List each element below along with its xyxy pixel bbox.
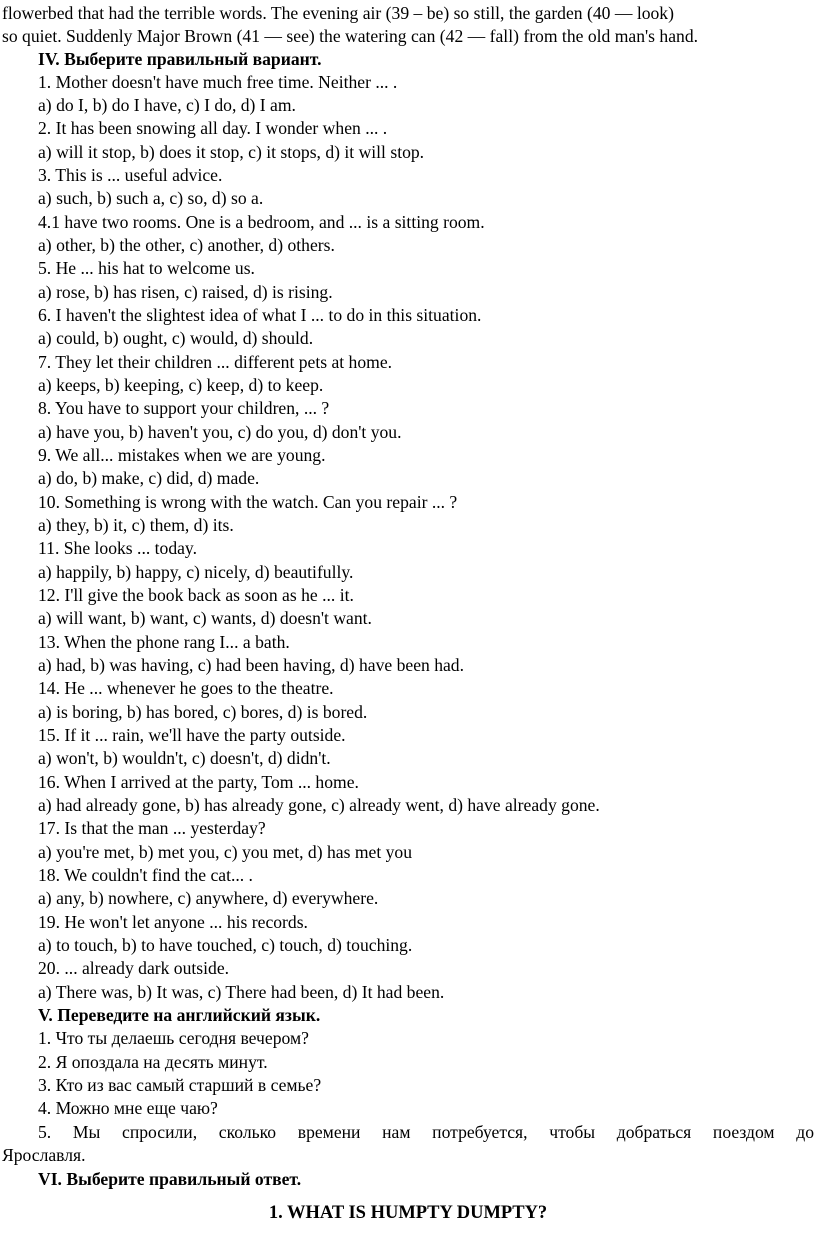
answer-options-4: a) other, b) the other, c) another, d) others. — [38, 235, 335, 255]
answer-options-7: a) keeps, b) keeping, c) keep, d) to keep. — [38, 375, 324, 395]
translation-item-5-line-1: 5. Мы спросили, сколько времени нам потребуется, чтобы добраться поездом до — [38, 1122, 814, 1142]
answer-options-18: a) any, b) nowhere, c) anywhere, d) everywhere. — [38, 888, 379, 908]
question-16: 16. When I arrived at the party, Tom ... home. — [38, 772, 359, 792]
intro-line-1: flowerbed that had the terrible words. The evening air (39 – be) so still, the garden (40 — look) — [2, 3, 674, 23]
translation-item-3: 3. Кто из вас самый старший в семье? — [38, 1075, 322, 1095]
section-5-heading: V. Переведите на английский язык. — [38, 1005, 321, 1025]
question-10: 10. Something is wrong with the watch. Can you repair ... ? — [38, 492, 458, 512]
answer-options-9: a) do, b) make, c) did, d) made. — [38, 468, 260, 488]
question-17: 17. Is that the man ... yesterday? — [38, 818, 266, 838]
question-13: 13. When the phone rang I... a bath. — [38, 632, 290, 652]
answer-options-2: a) will it stop, b) does it stop, c) it stops, d) it will stop. — [38, 142, 425, 162]
translation-item-4: 4. Можно мне еще чаю? — [38, 1098, 218, 1118]
answer-options-3: a) such, b) such a, c) so, d) so a. — [38, 188, 264, 208]
answer-options-19: a) to touch, b) to have touched, c) touch, d) touching. — [38, 935, 413, 955]
question-18: 18. We couldn't find the cat... . — [38, 865, 253, 885]
answer-options-6: a) could, b) ought, c) would, d) should. — [38, 328, 314, 348]
question-7: 7. They let their children ... different pets at home. — [38, 352, 393, 372]
question-11: 11. She looks ... today. — [38, 538, 197, 558]
answer-options-10: a) they, b) it, c) them, d) its. — [38, 515, 234, 535]
question-4: 4.1 have two rooms. One is a bedroom, and ... is a sitting room. — [38, 212, 485, 232]
question-5: 5. He ... his hat to welcome us. — [38, 258, 255, 278]
translation-item-1: 1. Что ты делаешь сегодня вечером? — [38, 1028, 309, 1048]
question-12: 12. I'll give the book back as soon as he ... it. — [38, 585, 354, 605]
answer-options-1: a) do I, b) do I have, c) I do, d) I am. — [38, 95, 296, 115]
question-19: 19. He won't let anyone ... his records. — [38, 912, 308, 932]
question-3: 3. This is ... useful advice. — [38, 165, 223, 185]
translation-item-2: 2. Я опоздала на десять минут. — [38, 1052, 268, 1072]
answer-options-20: a) There was, b) It was, c) There had been, d) It had been. — [38, 982, 445, 1002]
question-1: 1. Mother doesn't have much free time. Neither ... . — [38, 72, 398, 92]
section-6-heading: VI. Выберите правильный ответ. — [38, 1169, 302, 1189]
intro-line-2: so quiet. Suddenly Major Brown (41 — see) the watering can (42 — fall) from the old man's hand. — [2, 26, 699, 46]
answer-options-16: a) had already gone, b) has already gone, c) already went, d) have already gone. — [38, 795, 600, 815]
answer-options-17: a) you're met, b) met you, c) you met, d) has met you — [38, 842, 413, 862]
question-9: 9. We all... mistakes when we are young. — [38, 445, 326, 465]
answer-options-15: a) won't, b) wouldn't, c) doesn't, d) didn't. — [38, 748, 331, 768]
question-8: 8. You have to support your children, ... ? — [38, 398, 330, 418]
answer-options-13: a) had, b) was having, c) had been having, d) have been had. — [38, 655, 464, 675]
question-20: 20. ... already dark outside. — [38, 958, 230, 978]
translation-item-5-line-2: Ярославля. — [2, 1145, 86, 1165]
question-15: 15. If it ... rain, we'll have the party outside. — [38, 725, 346, 745]
answer-options-14: a) is boring, b) has bored, c) bores, d) is bored. — [38, 702, 368, 722]
answer-options-8: a) have you, b) haven't you, c) do you, d) don't you. — [38, 422, 402, 442]
question-2: 2. It has been snowing all day. I wonder when ... . — [38, 118, 388, 138]
answer-options-5: a) rose, b) has risen, c) raised, d) is rising. — [38, 282, 333, 302]
section-4-heading: IV. Выберите правильный вариант. — [38, 49, 322, 69]
section-6-subheading: 1. WHAT IS HUMPTY DUMPTY? — [268, 1203, 548, 1223]
question-14: 14. He ... whenever he goes to the theatre. — [38, 678, 334, 698]
answer-options-11: a) happily, b) happy, c) nicely, d) beautifully. — [38, 562, 354, 582]
answer-options-12: a) will want, b) want, c) wants, d) doesn't want. — [38, 608, 372, 628]
question-6: 6. I haven't the slightest idea of what I ... to do in this situation. — [38, 305, 482, 325]
